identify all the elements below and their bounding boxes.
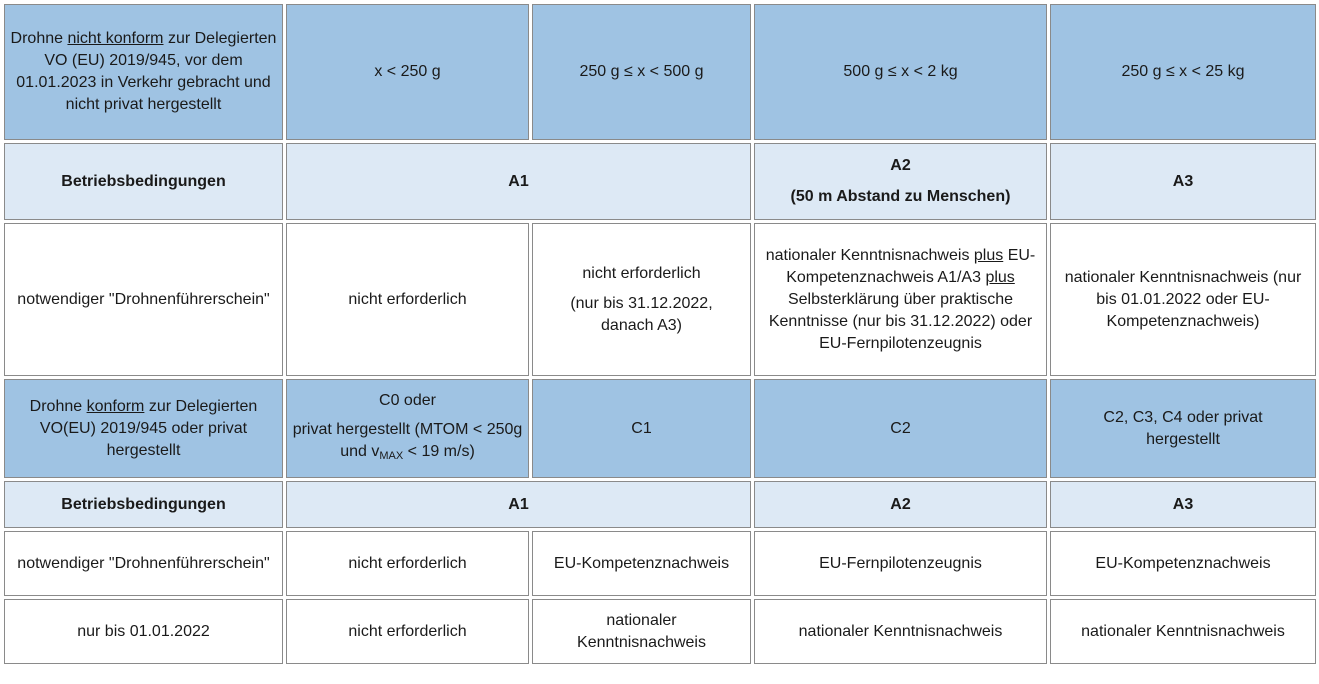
c0-text: < 19 m/s) [403,443,475,460]
plus-underlined: plus [985,268,1015,286]
vmax-subscript: MAX [379,450,404,462]
license-label: notwendiger "Drohnenführerschein" [4,223,283,376]
license-value: EU-Kompetenznachweis [532,531,751,596]
class-c1: C1 [532,379,751,478]
class-c0-line2 [291,419,524,467]
license-value: nicht erforderlich [286,531,529,596]
drone-suffix: zur Delegierten VO(EU) 2019/945 oder privat hergestellt [39,397,258,459]
until-label: nur bis 01.01.2022 [4,599,283,664]
until-value: nationaler Kenntnisnachweis [1050,599,1316,664]
license-text: EU-Kompetenznachweis A1/A3 [786,246,1036,286]
until-value: nicht erforderlich [286,599,529,664]
license-value: nicht erforderlich [286,223,529,376]
category-a1: A1 [286,143,751,220]
category-a3: A3 [1050,481,1316,528]
drone-suffix: zur Delegierten VO (EU) 2019/945, vor dem 01.01.2023 in Verkehr gebracht und nicht privat hergestellt [16,30,277,113]
category-a3: A3 [1050,143,1316,220]
until-value: nationaler Kenntnisnachweis [532,599,751,664]
conditions-label: Betriebsbedingungen [4,481,283,528]
license-value: EU-Fernpilotenzeugnis [754,531,1047,596]
license-label: notwendiger "Drohnenführerschein" [4,531,283,596]
drone-nonconform-cell [4,4,283,140]
class-c0-line1: C0 oder [379,392,436,409]
class-c2: C2 [754,379,1047,478]
category-a2-note: (50 m Abstand zu Menschen) [790,188,1011,205]
nonconform-underlined: nicht konform [67,30,164,47]
license-line1: nicht erforderlich [582,264,701,282]
weight-class-cell: 250 g ≤ x < 500 g [532,4,751,140]
until-value: nationaler Kenntnisnachweis [754,599,1047,664]
license-value: nationaler Kenntnisnachweis (nur bis 01.01.2022 oder EU-Kompetenznachweis) [1050,223,1316,376]
drone-prefix: Drohne [29,397,87,415]
category-a2: A2 [890,157,911,174]
category-a1: A1 [286,481,751,528]
license-text: Selbsterklärung über praktische Kenntnisse (nur bis 31.12.2022) oder EU-Fernpilotenzeugnis [768,290,1033,352]
license-value-cell [754,223,1047,376]
class-c3-c4: C2, C3, C4 oder privat hergestellt [1050,379,1316,478]
category-a2: A2 [754,481,1047,528]
license-value: EU-Kompetenznachweis [1050,531,1316,596]
license-text: nationaler Kenntnisnachweis [765,246,974,264]
drone-regulation-table [1,1,1319,667]
conditions-label: Betriebsbedingungen [4,143,283,220]
license-line2: (nur bis 31.12.2022, danach A3) [570,294,713,334]
weight-class-cell: 250 g ≤ x < 25 kg [1050,4,1316,140]
drone-conform-cell [4,379,283,478]
c0-text: privat hergestellt (MTOM < 250g und v [292,421,523,460]
license-value-cell [532,223,751,376]
category-a2-cell [754,143,1047,220]
conform-underlined: konform [86,397,145,415]
class-c0-cell [286,379,529,478]
drone-prefix: Drohne [10,30,68,47]
weight-class-cell: x < 250 g [286,4,529,140]
weight-class-cell: 500 g ≤ x < 2 kg [754,4,1047,140]
plus-underlined: plus [973,246,1004,264]
